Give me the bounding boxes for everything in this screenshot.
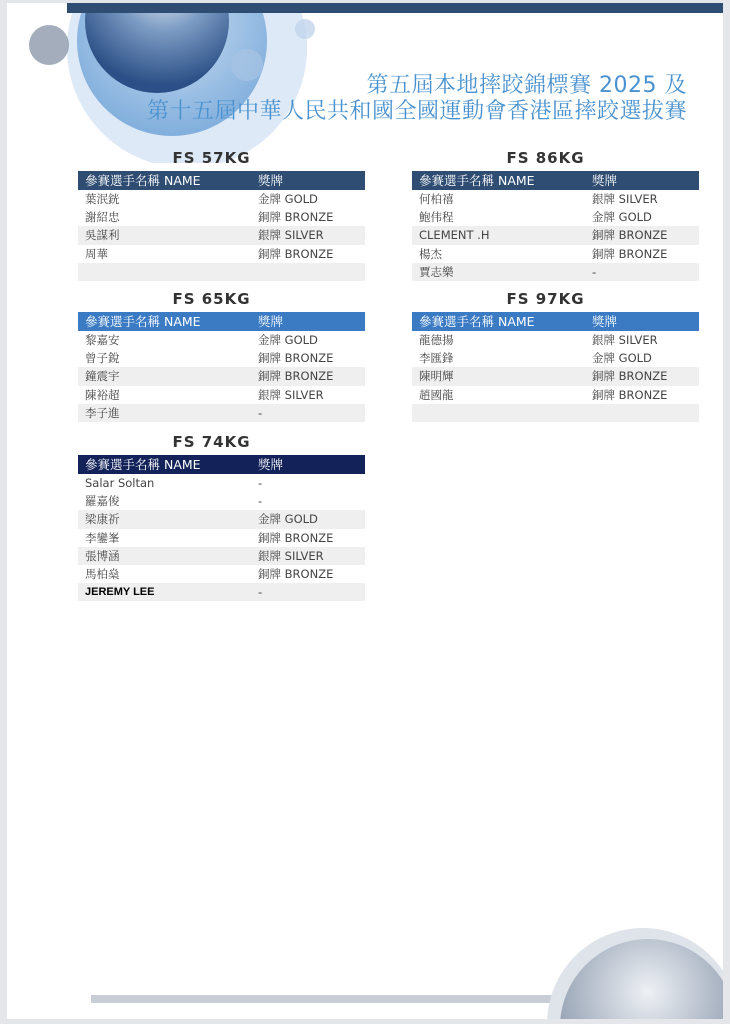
athlete-name: 楊杰	[419, 246, 442, 261]
table-row	[78, 208, 365, 226]
athlete-name: 謝紹忠	[85, 210, 120, 225]
medal: 銀牌 SILVER	[258, 228, 324, 243]
table-row	[78, 547, 365, 565]
athlete-name	[412, 404, 584, 422]
header-name: 參賽選手名稱 NAME	[85, 314, 201, 329]
table-row	[412, 263, 699, 281]
section-title: FS 86KG	[506, 149, 585, 167]
medal: 金牌 GOLD	[258, 512, 318, 527]
table-row	[412, 331, 699, 349]
medal: 銅牌 BRONZE	[258, 530, 334, 545]
table-header	[78, 171, 365, 190]
medal: 銅牌 BRONZE	[592, 228, 668, 243]
table-header	[412, 171, 699, 190]
table-row	[412, 349, 699, 367]
header-medal: 獎牌	[258, 457, 284, 472]
table-header	[78, 455, 365, 474]
table-row	[78, 263, 365, 281]
table-body	[412, 190, 699, 281]
header-medal: 獎牌	[258, 314, 284, 329]
athlete-name: CLEMENT .H	[419, 228, 490, 243]
medal: 金牌 GOLD	[592, 210, 652, 225]
athlete-name: 龍德揚	[419, 333, 454, 347]
athlete-name	[78, 263, 250, 281]
table-row	[412, 367, 699, 385]
medal	[250, 263, 365, 281]
athlete-name: 何柏禧	[419, 192, 454, 206]
athlete-name: 曾子銳	[85, 351, 120, 366]
header-medal: 獎牌	[592, 314, 618, 329]
athlete-name: 賈志樂	[419, 264, 454, 279]
table-row	[78, 492, 365, 510]
medal: 銀牌 SILVER	[258, 548, 324, 563]
medal: 銅牌 BRONZE	[258, 351, 334, 366]
section-fs-57kg	[78, 145, 365, 281]
table-row	[78, 367, 365, 385]
section-fs-74kg	[78, 429, 365, 601]
athlete-name: 陳裕超	[85, 387, 120, 402]
table-header	[412, 312, 699, 331]
athlete-name: 黎嘉安	[85, 333, 120, 347]
table-row	[78, 349, 365, 367]
section-fs-86kg	[412, 145, 699, 281]
section-fs-97kg	[412, 286, 699, 422]
page-title	[147, 73, 687, 125]
athlete-name: 馬柏燊	[85, 566, 120, 581]
table-row	[78, 404, 365, 422]
table-row	[78, 386, 365, 404]
athlete-name: 李鑾峯	[85, 530, 120, 545]
athlete-name: 張博涵	[85, 548, 120, 563]
table-row	[78, 245, 365, 263]
athlete-name: 趙國龍	[419, 387, 454, 402]
header-medal: 獎牌	[592, 173, 618, 188]
athlete-name: 李子進	[85, 405, 120, 420]
table-row	[412, 208, 699, 226]
table-body	[78, 474, 365, 601]
table-row	[412, 190, 699, 208]
table-row	[78, 474, 365, 492]
table-body	[78, 190, 365, 281]
table-header	[78, 312, 365, 331]
section-title: FS 65KG	[172, 290, 251, 308]
medal: -	[258, 494, 263, 509]
decorative-circle-bottom	[523, 909, 723, 1019]
medal: 銅牌 BRONZE	[258, 566, 334, 581]
title-line-1: 第五屆本地摔跤錦標賽 2025 及	[366, 73, 687, 98]
table-row	[412, 245, 699, 263]
section-title: FS 74KG	[172, 433, 251, 451]
medal: 銅牌 BRONZE	[592, 369, 668, 384]
table-body	[412, 331, 699, 422]
athlete-name: 鮑伟程	[419, 210, 454, 225]
medal: 銅牌 BRONZE	[592, 387, 668, 402]
athlete-name: 羅嘉俊	[85, 494, 120, 509]
medal: -	[258, 585, 263, 600]
athlete-name: 梁康祈	[85, 512, 120, 527]
medal: 銀牌 SILVER	[592, 192, 658, 206]
table-row	[412, 404, 699, 422]
header-name: 參賽選手名稱 NAME	[419, 173, 535, 188]
athlete-name: 李匯鋒	[419, 351, 454, 366]
medal: 銅牌 BRONZE	[258, 246, 334, 261]
medal: 銅牌 BRONZE	[258, 210, 334, 225]
table-row	[78, 331, 365, 349]
athlete-name: Salar Soltan	[85, 476, 155, 490]
table-row	[78, 510, 365, 528]
athlete-name: JEREMY LEE	[85, 586, 155, 599]
athlete-name: 鐘震宇	[85, 369, 120, 384]
header-name: 參賽選手名稱 NAME	[85, 457, 201, 472]
header-medal: 獎牌	[258, 173, 284, 188]
medal: 銀牌 SILVER	[592, 333, 658, 347]
athlete-name: 吳謀利	[85, 228, 120, 243]
header-name: 參賽選手名稱 NAME	[85, 173, 201, 188]
table-row	[78, 190, 365, 208]
athlete-name: 周華	[85, 246, 108, 261]
table-body	[78, 331, 365, 422]
section-title: FS 57KG	[172, 149, 251, 167]
section-title: FS 97KG	[506, 290, 585, 308]
top-accent-bar	[67, 3, 723, 13]
medal: -	[258, 476, 263, 490]
medal: -	[592, 264, 597, 279]
table-row	[78, 583, 365, 601]
medal: 銅牌 BRONZE	[592, 246, 668, 261]
table-row	[412, 386, 699, 404]
table-row	[78, 226, 365, 244]
medal: -	[258, 405, 263, 420]
table-row	[78, 529, 365, 547]
athlete-name: 葉泯銧	[85, 192, 120, 206]
section-fs-65kg	[78, 286, 365, 422]
medal: 金牌 GOLD	[258, 192, 318, 206]
table-row	[412, 226, 699, 244]
document-page	[7, 3, 723, 1019]
medal	[584, 404, 699, 422]
medal: 銀牌 SILVER	[258, 387, 324, 402]
header-name: 參賽選手名稱 NAME	[419, 314, 535, 329]
medal: 金牌 GOLD	[258, 333, 318, 347]
medal: 銅牌 BRONZE	[258, 369, 334, 384]
medal: 金牌 GOLD	[592, 351, 652, 366]
table-row	[78, 565, 365, 583]
title-line-2: 第十五屆中華人民共和國全國運動會香港區摔跤選拔賽	[146, 99, 687, 124]
athlete-name: 陳明輝	[419, 369, 454, 384]
